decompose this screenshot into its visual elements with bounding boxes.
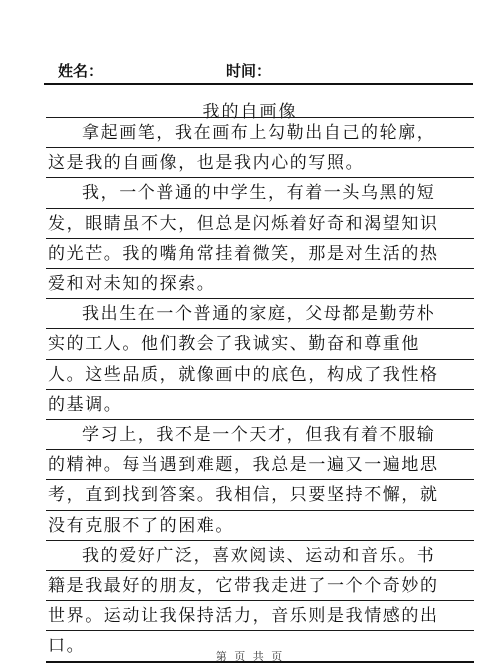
essay-line: 人。这些品质，就像画中的底色，构成了我性格	[48, 364, 439, 385]
essay-line: 学习上，我不是一个天才，但我有着不服输	[82, 425, 436, 445]
essay-line: 拿起画笔，我在画布上勾勒出自己的轮廓，	[82, 123, 436, 143]
essay-line: 这是我的自画像，也是我内心的写照。	[48, 153, 365, 174]
essay-line: 我，一个普通的中学生，有着一头乌黑的短	[82, 183, 436, 204]
essay-title: 我的自画像	[202, 102, 298, 122]
page-footer: 第 页 共 页	[215, 650, 285, 663]
essay-line: 爱和对未知的探索。	[48, 274, 216, 294]
essay-line: 发，眼睛虽不大，但总是闪烁着好奇和渴望知识	[48, 213, 439, 234]
essay-line: 我出生在一个普通的家庭，父母都是勤劳朴	[82, 304, 436, 325]
essay-line: 考，直到找到答案。我相信，只要坚持不懈，就	[48, 485, 439, 506]
time-label: 时间：	[226, 62, 272, 80]
name-label: 姓名：	[58, 62, 104, 80]
essay-line: 没有克服不了的困难。	[48, 515, 234, 536]
essay-line: 世界。运动让我保持活力，音乐则是我情感的出	[48, 606, 439, 627]
essay-line: 的基调。	[48, 394, 123, 415]
essay-line: 籍是我最好的朋友，它带我走进了一个个奇妙的	[48, 576, 439, 596]
header-underline	[44, 83, 473, 85]
essay-line: 的精神。每当遇到难题，我总是一遍又一遍地思	[48, 455, 439, 476]
essay-line: 的光芒。我的嘴角常挂着微笑，那是对生活的热	[48, 243, 439, 264]
document-header	[0, 56, 500, 86]
essay-line: 口。	[48, 636, 86, 657]
essay-line: 实的工人。他们教会了我诚实、勤奋和尊重他	[48, 334, 420, 355]
essay-line: 我的爱好广泛，喜欢阅读、运动和音乐。书	[82, 545, 436, 566]
